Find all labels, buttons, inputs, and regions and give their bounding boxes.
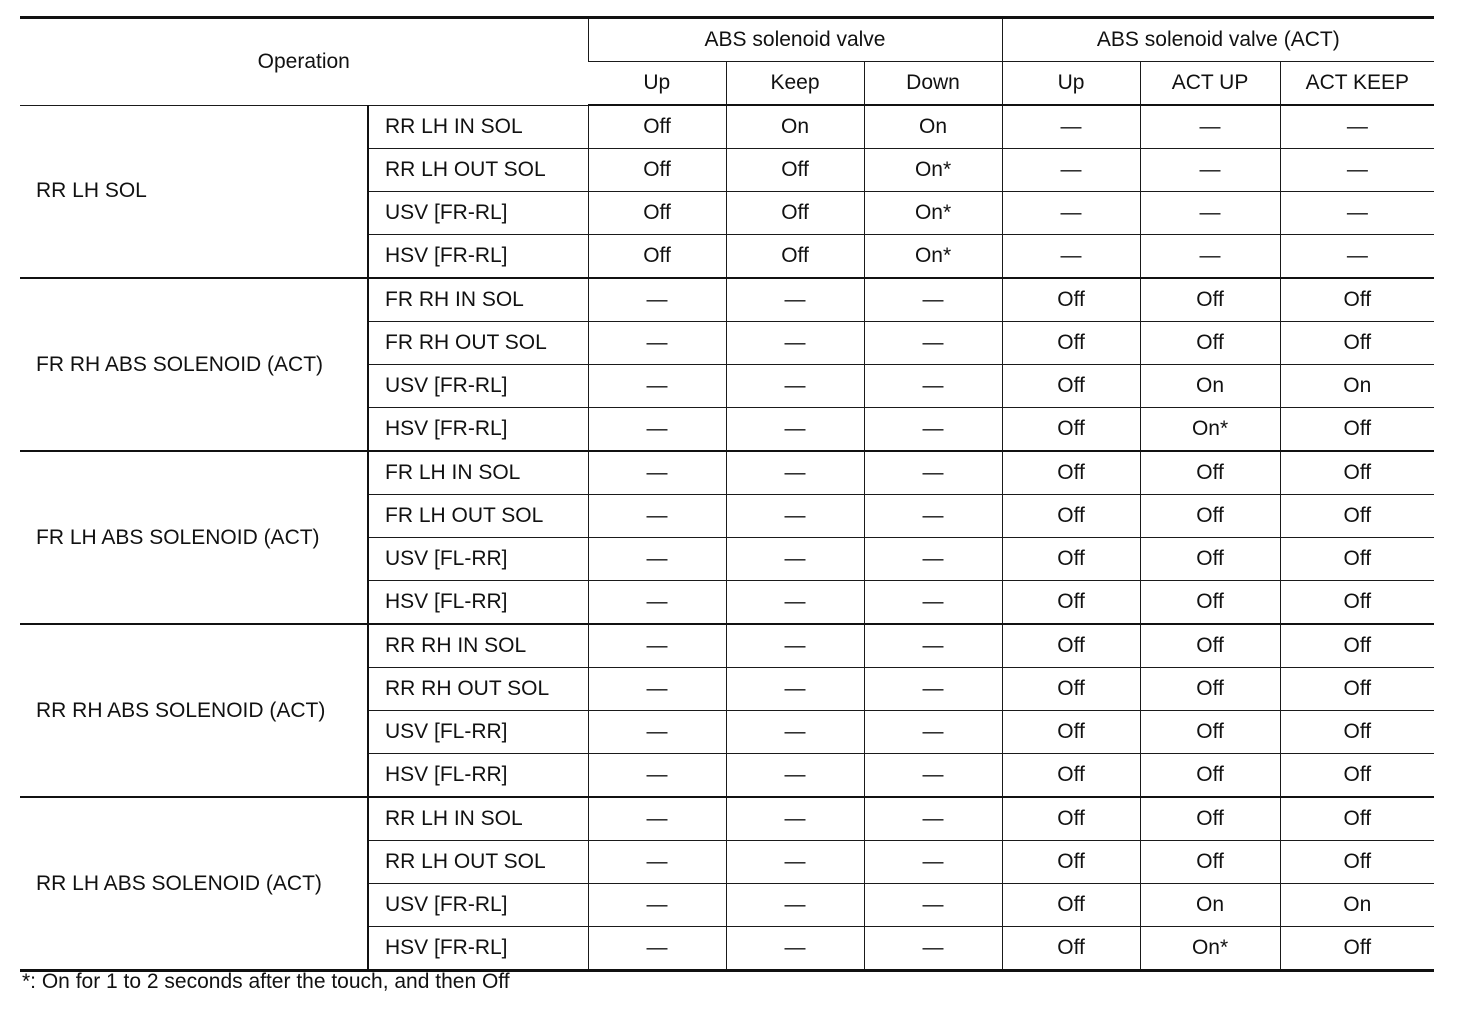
state-value-cell: —: [726, 668, 864, 711]
state-value-cell: On*: [1140, 927, 1280, 971]
state-value-cell: —: [588, 365, 726, 408]
header-row-groups: [20, 18, 1434, 62]
state-value-cell: Off: [1140, 841, 1280, 884]
solenoid-name-cell: RR LH IN SOL: [368, 105, 588, 149]
state-value-cell: Off: [1002, 278, 1140, 322]
state-value-cell: Off: [1140, 711, 1280, 754]
state-value-cell: Off: [1280, 581, 1434, 625]
state-value-cell: On: [1280, 365, 1434, 408]
column-header-act-keep: ACT KEEP: [1280, 62, 1434, 106]
state-value-cell: Off: [1280, 841, 1434, 884]
solenoid-name-cell: FR RH IN SOL: [368, 278, 588, 322]
state-value-cell: On: [1140, 884, 1280, 927]
state-value-cell: —: [864, 365, 1002, 408]
table-body: [20, 105, 1434, 971]
state-value-cell: —: [864, 927, 1002, 971]
state-value-cell: —: [726, 495, 864, 538]
state-value-cell: Off: [1280, 495, 1434, 538]
table-row: [20, 105, 1434, 149]
solenoid-name-cell: RR RH OUT SOL: [368, 668, 588, 711]
solenoid-name-cell: FR LH OUT SOL: [368, 495, 588, 538]
state-value-cell: Off: [1140, 538, 1280, 581]
solenoid-name-cell: HSV [FL-RR]: [368, 581, 588, 625]
state-value-cell: On: [726, 105, 864, 149]
state-value-cell: Off: [1002, 365, 1140, 408]
state-value-cell: Off: [1140, 322, 1280, 365]
state-value-cell: —: [864, 538, 1002, 581]
state-value-cell: Off: [1002, 408, 1140, 452]
table-row: [20, 797, 1434, 841]
state-value-cell: —: [1280, 105, 1434, 149]
state-value-cell: Off: [1140, 754, 1280, 798]
table-row: [20, 278, 1434, 322]
state-value-cell: —: [588, 927, 726, 971]
solenoid-name-cell: USV [FL-RR]: [368, 711, 588, 754]
state-value-cell: —: [1280, 235, 1434, 279]
solenoid-name-cell: USV [FR-RL]: [368, 884, 588, 927]
state-value-cell: —: [1280, 149, 1434, 192]
solenoid-name-cell: RR RH IN SOL: [368, 624, 588, 668]
state-value-cell: Off: [1002, 711, 1140, 754]
operation-group-label: FR RH ABS SOLENOID (ACT): [20, 278, 368, 451]
state-value-cell: —: [864, 495, 1002, 538]
state-value-cell: —: [726, 365, 864, 408]
state-value-cell: —: [588, 841, 726, 884]
state-value-cell: —: [726, 278, 864, 322]
state-value-cell: Off: [1140, 278, 1280, 322]
state-value-cell: Off: [1280, 408, 1434, 452]
state-value-cell: Off: [588, 192, 726, 235]
state-value-cell: Off: [1002, 668, 1140, 711]
state-value-cell: Off: [1140, 451, 1280, 495]
state-value-cell: —: [864, 841, 1002, 884]
state-value-cell: —: [588, 408, 726, 452]
state-value-cell: —: [588, 495, 726, 538]
state-value-cell: Off: [1140, 495, 1280, 538]
state-value-cell: On*: [1140, 408, 1280, 452]
footnote: *: On for 1 to 2 seconds after the touch, and then Off: [22, 970, 510, 993]
state-value-cell: Off: [1280, 797, 1434, 841]
state-value-cell: —: [726, 624, 864, 668]
state-value-cell: Off: [1140, 624, 1280, 668]
state-value-cell: —: [726, 754, 864, 798]
solenoid-name-cell: USV [FL-RR]: [368, 538, 588, 581]
solenoid-name-cell: RR LH OUT SOL: [368, 841, 588, 884]
abs-solenoid-valve-act-header: ABS solenoid valve (ACT): [1002, 18, 1434, 62]
solenoid-name-cell: FR LH IN SOL: [368, 451, 588, 495]
state-value-cell: —: [1140, 105, 1280, 149]
abs-solenoid-valve-header: ABS solenoid valve: [588, 18, 1002, 62]
state-value-cell: —: [726, 581, 864, 625]
solenoid-name-cell: HSV [FR-RL]: [368, 235, 588, 279]
state-value-cell: Off: [1002, 841, 1140, 884]
operation-group-label: RR LH SOL: [20, 105, 368, 278]
state-value-cell: —: [588, 278, 726, 322]
state-value-cell: —: [864, 754, 1002, 798]
state-value-cell: —: [864, 278, 1002, 322]
state-value-cell: —: [1002, 192, 1140, 235]
solenoid-name-cell: RR LH IN SOL: [368, 797, 588, 841]
operation-group-label: RR RH ABS SOLENOID (ACT): [20, 624, 368, 797]
state-value-cell: —: [588, 711, 726, 754]
state-value-cell: Off: [1002, 451, 1140, 495]
state-value-cell: On*: [864, 235, 1002, 279]
state-value-cell: —: [864, 884, 1002, 927]
state-value-cell: —: [864, 322, 1002, 365]
state-value-cell: —: [588, 581, 726, 625]
column-header-down: Down: [864, 62, 1002, 106]
state-value-cell: Off: [1280, 451, 1434, 495]
state-value-cell: Off: [1280, 624, 1434, 668]
state-value-cell: Off: [1280, 754, 1434, 798]
state-value-cell: —: [1280, 192, 1434, 235]
state-value-cell: Off: [588, 149, 726, 192]
state-value-cell: On*: [864, 192, 1002, 235]
state-value-cell: Off: [726, 235, 864, 279]
state-value-cell: On: [1140, 365, 1280, 408]
state-value-cell: Off: [1280, 927, 1434, 971]
state-value-cell: Off: [1002, 538, 1140, 581]
state-value-cell: —: [1140, 235, 1280, 279]
state-value-cell: Off: [1002, 624, 1140, 668]
state-value-cell: —: [864, 408, 1002, 452]
state-value-cell: Off: [1002, 495, 1140, 538]
state-value-cell: Off: [1140, 668, 1280, 711]
state-value-cell: —: [588, 884, 726, 927]
state-value-cell: Off: [1002, 322, 1140, 365]
solenoid-name-cell: HSV [FR-RL]: [368, 927, 588, 971]
state-value-cell: —: [726, 322, 864, 365]
state-value-cell: Off: [1280, 322, 1434, 365]
state-value-cell: Off: [1140, 581, 1280, 625]
state-value-cell: —: [726, 538, 864, 581]
state-value-cell: —: [726, 841, 864, 884]
state-value-cell: Off: [1002, 797, 1140, 841]
state-value-cell: —: [864, 581, 1002, 625]
state-value-cell: —: [726, 451, 864, 495]
solenoid-name-cell: RR LH OUT SOL: [368, 149, 588, 192]
state-value-cell: —: [726, 797, 864, 841]
state-value-cell: Off: [726, 149, 864, 192]
state-value-cell: —: [726, 884, 864, 927]
solenoid-operation-table-container: [20, 16, 1434, 972]
state-value-cell: —: [864, 451, 1002, 495]
solenoid-name-cell: HSV [FL-RR]: [368, 754, 588, 798]
operation-header: Operation: [20, 18, 588, 106]
operation-group-label: FR LH ABS SOLENOID (ACT): [20, 451, 368, 624]
state-value-cell: —: [588, 451, 726, 495]
state-value-cell: —: [864, 711, 1002, 754]
state-value-cell: Off: [1140, 797, 1280, 841]
state-value-cell: —: [588, 538, 726, 581]
state-value-cell: —: [588, 668, 726, 711]
state-value-cell: —: [726, 408, 864, 452]
solenoid-name-cell: HSV [FR-RL]: [368, 408, 588, 452]
state-value-cell: —: [864, 624, 1002, 668]
state-value-cell: Off: [726, 192, 864, 235]
state-value-cell: —: [1002, 105, 1140, 149]
state-value-cell: —: [1002, 235, 1140, 279]
column-header-act-up-plain: Up: [1002, 62, 1140, 106]
state-value-cell: Off: [1002, 754, 1140, 798]
state-value-cell: Off: [1280, 668, 1434, 711]
state-value-cell: Off: [1002, 927, 1140, 971]
table-row: [20, 624, 1434, 668]
state-value-cell: —: [864, 797, 1002, 841]
state-value-cell: —: [864, 668, 1002, 711]
table-row: [20, 451, 1434, 495]
solenoid-operation-table: [20, 16, 1434, 972]
state-value-cell: On: [1280, 884, 1434, 927]
state-value-cell: On*: [864, 149, 1002, 192]
state-value-cell: Off: [588, 105, 726, 149]
state-value-cell: Off: [1280, 278, 1434, 322]
state-value-cell: —: [726, 711, 864, 754]
state-value-cell: —: [1002, 149, 1140, 192]
operation-group-label: RR LH ABS SOLENOID (ACT): [20, 797, 368, 971]
state-value-cell: Off: [1002, 581, 1140, 625]
state-value-cell: —: [588, 322, 726, 365]
state-value-cell: Off: [588, 235, 726, 279]
state-value-cell: Off: [1280, 538, 1434, 581]
state-value-cell: —: [588, 797, 726, 841]
state-value-cell: —: [588, 754, 726, 798]
column-header-up: Up: [588, 62, 726, 106]
solenoid-name-cell: USV [FR-RL]: [368, 365, 588, 408]
solenoid-name-cell: FR RH OUT SOL: [368, 322, 588, 365]
solenoid-name-cell: USV [FR-RL]: [368, 192, 588, 235]
state-value-cell: Off: [1280, 711, 1434, 754]
state-value-cell: —: [1140, 149, 1280, 192]
state-value-cell: Off: [1002, 884, 1140, 927]
state-value-cell: —: [726, 927, 864, 971]
column-header-keep: Keep: [726, 62, 864, 106]
state-value-cell: —: [588, 624, 726, 668]
state-value-cell: —: [1140, 192, 1280, 235]
state-value-cell: On: [864, 105, 1002, 149]
column-header-act-up: ACT UP: [1140, 62, 1280, 106]
